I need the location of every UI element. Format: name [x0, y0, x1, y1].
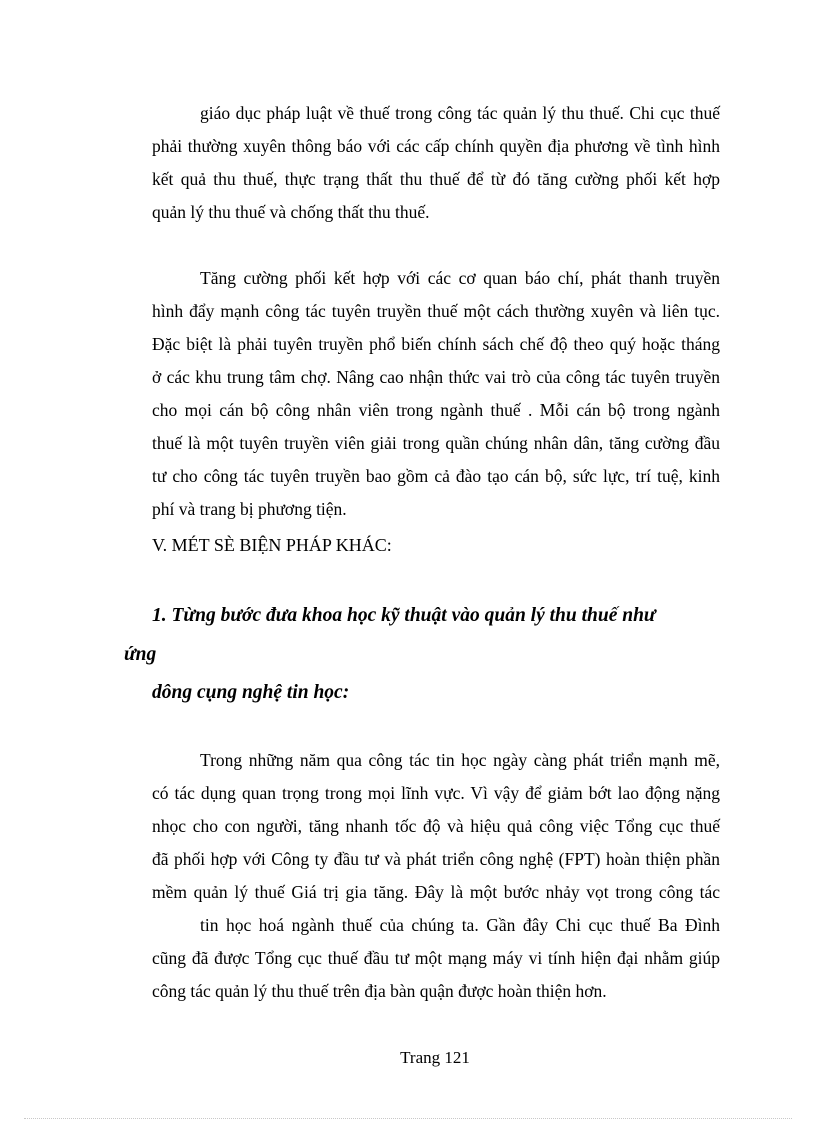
paragraph-line: Trong những năm qua công tác tin học ngày càng phát triển mạnh mẽ, [200, 750, 720, 770]
paragraph-line: Đặc biệt là phải tuyên truyền phổ biến chính sách chế độ theo quý hoặc tháng [152, 334, 720, 354]
paragraph-line: hình đẩy mạnh công tác tuyên truyền thuế một cách thường xuyên và liên tục. [152, 301, 720, 321]
paragraph-line: thuế là một tuyên truyền viên giải trong quần chúng nhân dân, tăng cường đầu [152, 433, 720, 453]
paragraph-line: phí và trang bị phương tiện. [152, 499, 347, 519]
paragraph-line: giáo dục pháp luật về thuế trong công tác quản lý thu thuế. Chi cục thuế [200, 103, 720, 123]
paragraph-line: có tác dụng quan trọng trong mọi lĩnh vực. Vì vậy để giảm bớt lao động nặng [152, 783, 720, 803]
paragraph-3 [152, 744, 720, 1008]
paragraph-line: quản lý thu thuế và chống thất thu thuế. [152, 202, 430, 222]
paragraph-1 [152, 97, 720, 229]
paragraph-line: tin học hoá ngành thuế của chúng ta. Gần đây Chi cục thuế Ba Đình [200, 915, 720, 935]
paragraph-line: cũng đã được Tổng cục thuế đầu tư một mạng máy vi tính hiện đại nhằm giúp [152, 948, 720, 968]
paragraph-line: nhọc cho con người, tăng nhanh tốc độ và hiệu quả công việc Tổng cục thuế [152, 816, 720, 836]
paragraph-line: mềm quản lý thuế Giá trị gia tăng. Đây là một bước nhảy vọt trong công tác [152, 882, 720, 902]
subheading-line-3: dông cụng nghệ tin học: [152, 682, 350, 703]
page-number: Trang 121 [400, 1048, 470, 1067]
subheading-line-2: ứng [124, 644, 157, 665]
paragraph-line: đã phối hợp với Công ty đầu tư và phát triển công nghệ (FPT) hoàn thiện phần [152, 849, 720, 869]
subheading-line-1: 1. Từng bước đưa khoa học kỹ thuật vào quản lý thu thuế như [152, 605, 656, 626]
paragraph-line: cho mọi cán bộ công nhân viên trong ngành thuế . Mỗi cán bộ trong ngành [152, 400, 720, 420]
paragraph-2 [152, 262, 720, 526]
paragraph-line: ở các khu trung tâm chợ. Nâng cao nhận thức vai trò của công tác tuyên truyền [152, 367, 720, 387]
paragraph-line: công tác quản lý thu thuế trên địa bàn quận được hoàn thiện hơn. [152, 981, 607, 1001]
paragraph-line: tư cho công tác tuyên truyền bao gồm cả đào tạo cán bộ, sức lực, trí tuệ, kinh [152, 466, 720, 486]
section-heading: V. MÉT SÈ BIỆN PHÁP KHÁC: [152, 535, 392, 555]
paragraph-line: kết quả thu thuế, thực trạng thất thu thuế để từ đó tăng cường phối kết hợp [152, 169, 720, 189]
paragraph-line: phải thường xuyên thông báo với các cấp chính quyền địa phương về tình hình [152, 136, 720, 156]
footer-divider [24, 1118, 792, 1119]
paragraph-line: Tăng cường phối kết hợp với các cơ quan báo chí, phát thanh truyền [200, 268, 720, 288]
